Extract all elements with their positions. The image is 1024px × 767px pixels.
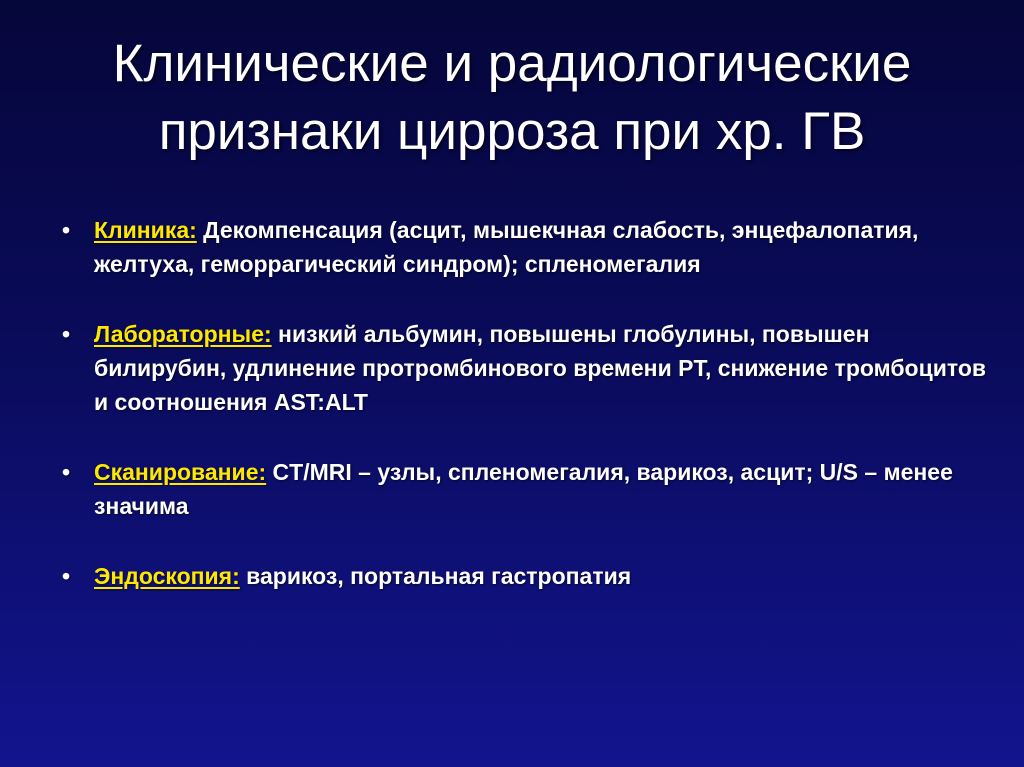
bullet-icon: •: [61, 321, 71, 347]
bullet-icon: •: [61, 459, 71, 485]
title-line-1: Клинические и радиологические: [112, 34, 912, 93]
bullet-item-endoscopy: [56, 559, 1006, 593]
title-line-2: признаки цирроза при хр. ГВ: [158, 102, 866, 161]
slide-title: [0, 30, 1024, 166]
bullet-icon: •: [61, 563, 71, 589]
bullet-text-clinic: Декомпенсация (асцит, мышекчная слабость, энцефалопатия, желтуха, геморрагический синдром); спленомегалия: [94, 217, 919, 277]
bullet-label-lab: Лабораторные:: [94, 321, 272, 347]
bullet-icon: •: [61, 217, 71, 243]
bullet-label-clinic: Клиника:: [94, 217, 197, 243]
bullet-list: [56, 213, 1006, 593]
bullet-label-endoscopy: Эндоскопия:: [94, 563, 240, 589]
bullet-item-clinic: [56, 213, 1006, 281]
bullet-text-endoscopy: варикоз, портальная гастропатия: [246, 563, 632, 589]
bullet-item-lab: [56, 317, 1006, 419]
bullet-text-lab: низкий альбумин, повышены глобулины, повышен билирубин, удлинение протромбинового времени PT, снижение тромбоцитов и соотношения AST:ALT: [94, 321, 987, 415]
bullet-item-scan: [56, 455, 1006, 523]
bullet-label-scan: Сканирование:: [94, 459, 267, 485]
bullet-text-scan: CT/MRI – узлы, спленомегалия, варикоз, асцит; U/S – менее значима: [94, 459, 953, 519]
